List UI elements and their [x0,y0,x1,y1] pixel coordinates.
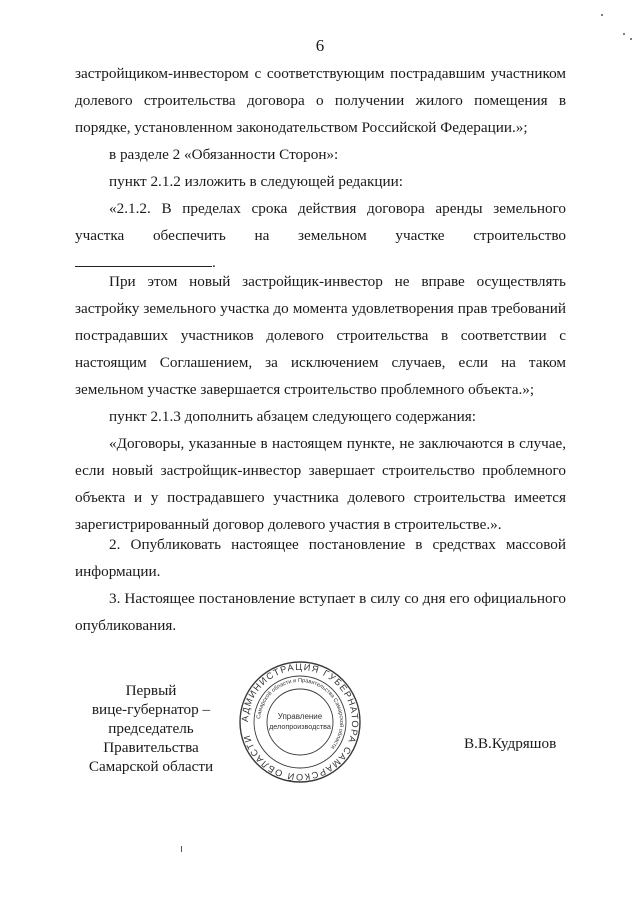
text-line: в разделе 2 «Обязанности Сторон»: [109,146,339,163]
scan-speck [630,38,632,40]
paragraph-item-3 [75,585,566,639]
text-line: опубликования. [75,617,177,634]
text-line: земельном участке завершается строительство проблемного объекта.»; [75,381,535,398]
text-line: пункт 2.1.3 дополнить абзацем следующего содержания: [109,408,477,425]
position-line: председатель Правительства [103,720,199,756]
underline-blank [75,252,212,267]
paragraph-restriction [75,268,566,403]
position-line: вице-губернатор – [91,701,211,718]
text-line: застройщиком-инвестором с соответствующим пострадавшим участником [75,65,566,82]
paragraph-item-2 [75,531,566,585]
text-line: участка обеспечить на земельном участке строительство [75,227,566,244]
official-seal [236,658,364,786]
scan-speck [623,33,625,35]
paragraph-section-2 [75,141,566,168]
position-line: Самарской области [88,758,214,775]
text-line: если новый застройщик-инвестор завершает строительство проблемного [75,462,566,479]
text-line: пункт 2.1.2 изложить в следующей редакции: [109,173,403,190]
scan-speck [601,14,603,16]
text-line: объекта и у пострадавшего участника долевого строительства имеется [75,489,566,506]
seal-center-line-2: делопроизводства [269,722,331,731]
seal-outer-text: АДМИНИСТРАЦИЯ ГУБЕРНАТОРА САМАРСКОЙ ОБЛАСТИ [239,661,361,783]
signatory-position [60,681,242,776]
scan-speck [181,846,182,852]
paragraph-point-2-1-2 [75,168,566,195]
text-line: информации. [75,563,161,580]
page-number: 6 [315,36,325,55]
seal-center-line-1: Управление [277,712,323,721]
text-line: долевого строительства договора о получении жилого помещения в [75,92,566,109]
text-line: настоящим Соглашением, за исключением случаев, если на таком [75,354,566,371]
text-line: «Договоры, указанные в настоящем пункте, не заключаются в случае, [109,435,566,452]
signatory-name: В.В.Кудряшов [464,735,557,752]
text-line: При этом новый застройщик-инвестор не вправе осуществлять [109,273,566,290]
position-line: Первый [125,682,177,699]
text-line: пострадавших участников долевого строительства в соответствии с [75,327,566,344]
text-period: . [212,254,216,271]
text-line: порядке, установленном законодательством Российской Федерации.»; [75,119,528,136]
paragraph-point-2-1-3 [75,403,566,430]
seal-inner-text: Самарской области и Правительства Самарской области [256,677,345,750]
paragraph-continuation [75,60,566,141]
text-line: 2. Опубликовать настоящее постановление в средствах массовой [109,536,566,553]
text-line: 3. Настоящее постановление вступает в силу со дня его официального [109,590,566,607]
paragraph-quote-2-1-3 [75,430,566,538]
paragraph-quote-2-1-2 [75,195,566,276]
text-line: застройку земельного участка до момента удовлетворения прав требований [75,300,566,317]
text-line: зарегистрированный договор долевого участия в строительстве.». [75,516,502,533]
text-line: «2.1.2. В пределах срока действия договора аренды земельного [109,200,566,217]
